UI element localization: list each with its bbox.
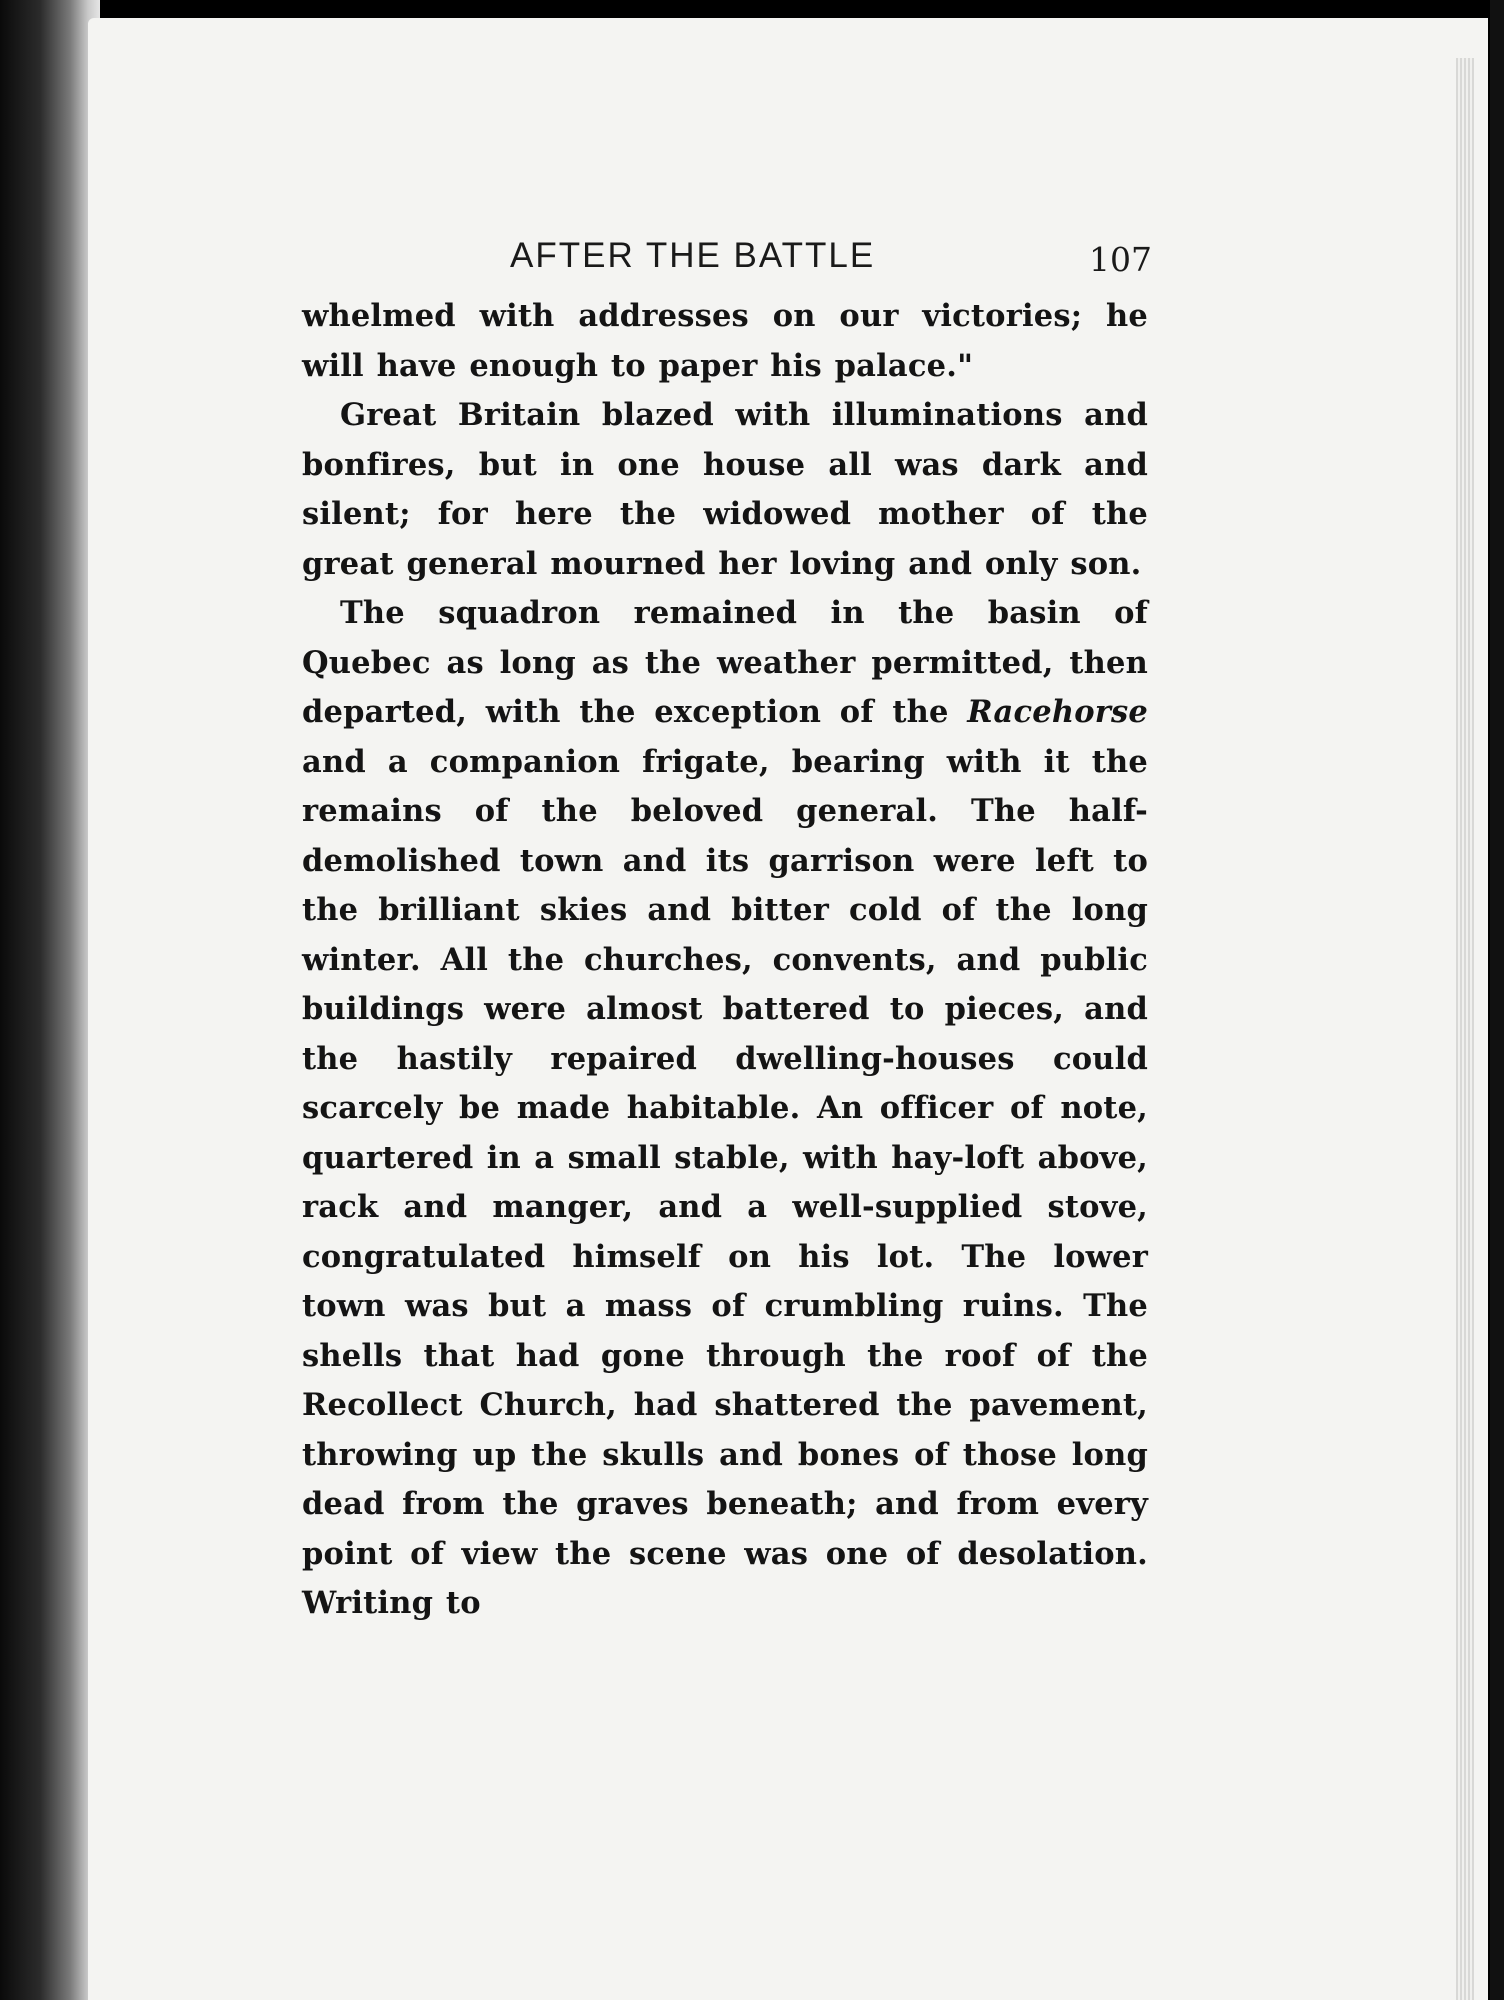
running-head-title: AFTER THE BATTLE	[510, 236, 876, 275]
ship-name-racehorse: Racehorse	[967, 694, 1148, 730]
page-stack-edge	[1456, 58, 1474, 2000]
page-number: 107	[1089, 240, 1152, 279]
paragraph-continued: whelmed with addresses on our victories; he will have enough to paper his palace."	[302, 298, 1148, 384]
book-gutter-shadow	[0, 0, 100, 2000]
paragraph-squadron-text-end: and a companion frigate, bearing with it the remains of the beloved general. The half-demolished town and its garrison were left to the brilliant skies and bitter cold of the long winter. All the churches, convents, and public buildings were almost battered to pieces, and the hastily repaired dwelling-houses could scarcely be made habitable. An officer of note, quartered in a small stable, with hay-loft above, rack and manger, and a well-supplied stove, congratulated himself on his lot. The lower town was but a mass of crumbling ruins. The shells that had gone through the roof of the Recollect Church, had shattered the pavement, throwing up the skulls and bones of those long dead from the graves beneath; and from every point of view the scene was one of desolation. Writing to	[302, 743, 1148, 1621]
right-scan-border	[1490, 0, 1504, 2000]
paragraph-great-britain: Great Britain blazed with illuminations and bonfires, but in one house all was dark and silent; for here the widowed mother of the great general mourned her loving and only son.	[302, 397, 1148, 582]
paragraph-squadron-text-start: The squadron remained in the basin of Quebec as long as the weather permitted, then departed, with the exception of the	[302, 595, 1148, 730]
paragraph-squadron	[302, 589, 1148, 1629]
running-head	[302, 232, 1152, 292]
page-text-block	[302, 232, 1152, 1629]
